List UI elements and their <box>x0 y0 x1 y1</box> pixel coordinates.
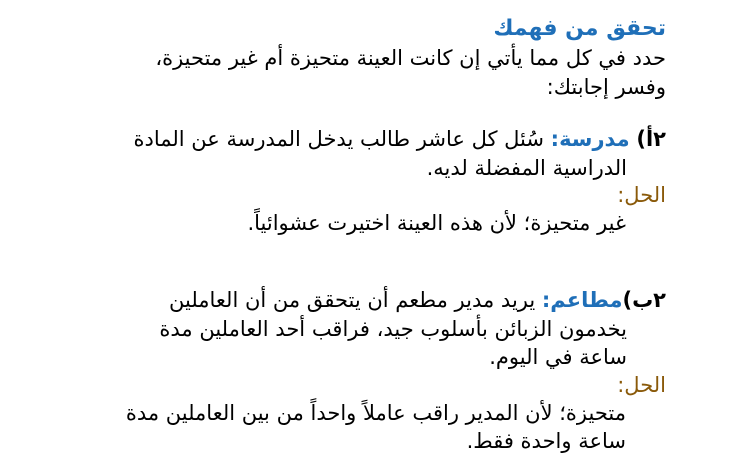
item-2b-text: يريد مدير مطعم أن يتحقق من أن العاملين <box>169 288 536 312</box>
item-2b-solution-label: الحل: <box>617 373 666 397</box>
item-2a-line-2: الدراسية المفضلة لديه. <box>426 156 627 180</box>
item-2a-number: ٢أ) <box>636 127 666 151</box>
item-2b-keyword: مطاعم: <box>541 288 623 312</box>
item-2a-solution: غير متحيزة؛ لأن هذه العينة اختيرت عشوائياً. <box>247 211 626 235</box>
item-2b-line-2: يخدمون الزبائن بأسلوب جيد، فراقب أحد العاملين مدة <box>159 317 627 341</box>
instruction-line-1: حدد في كل مما يأتي إن كانت العينة متحيزة أم غير متحيزة، <box>155 46 666 70</box>
section-title: تحقق من فهمك <box>493 16 666 41</box>
item-2b-line-3: ساعة في اليوم. <box>489 345 627 369</box>
item-2b-solution-line-1: متحيزة؛ لأن المدير راقب عاملاً واحداً من بين العاملين مدة <box>125 401 626 425</box>
item-2b-solution-line-2: ساعة واحدة فقط. <box>466 429 626 453</box>
item-2a-text: سُئل كل عاشر طالب يدخل المدرسة عن المادة <box>133 127 544 151</box>
instruction-line-2: وفسر إجابتك: <box>546 75 666 99</box>
item-2b-line-1 <box>169 285 666 315</box>
item-2a-solution-label: الحل: <box>617 183 666 207</box>
item-2a-line-1 <box>133 124 666 154</box>
item-2a-keyword: مدرسة: <box>550 127 630 151</box>
item-2b-number: ٢ب) <box>622 288 666 312</box>
